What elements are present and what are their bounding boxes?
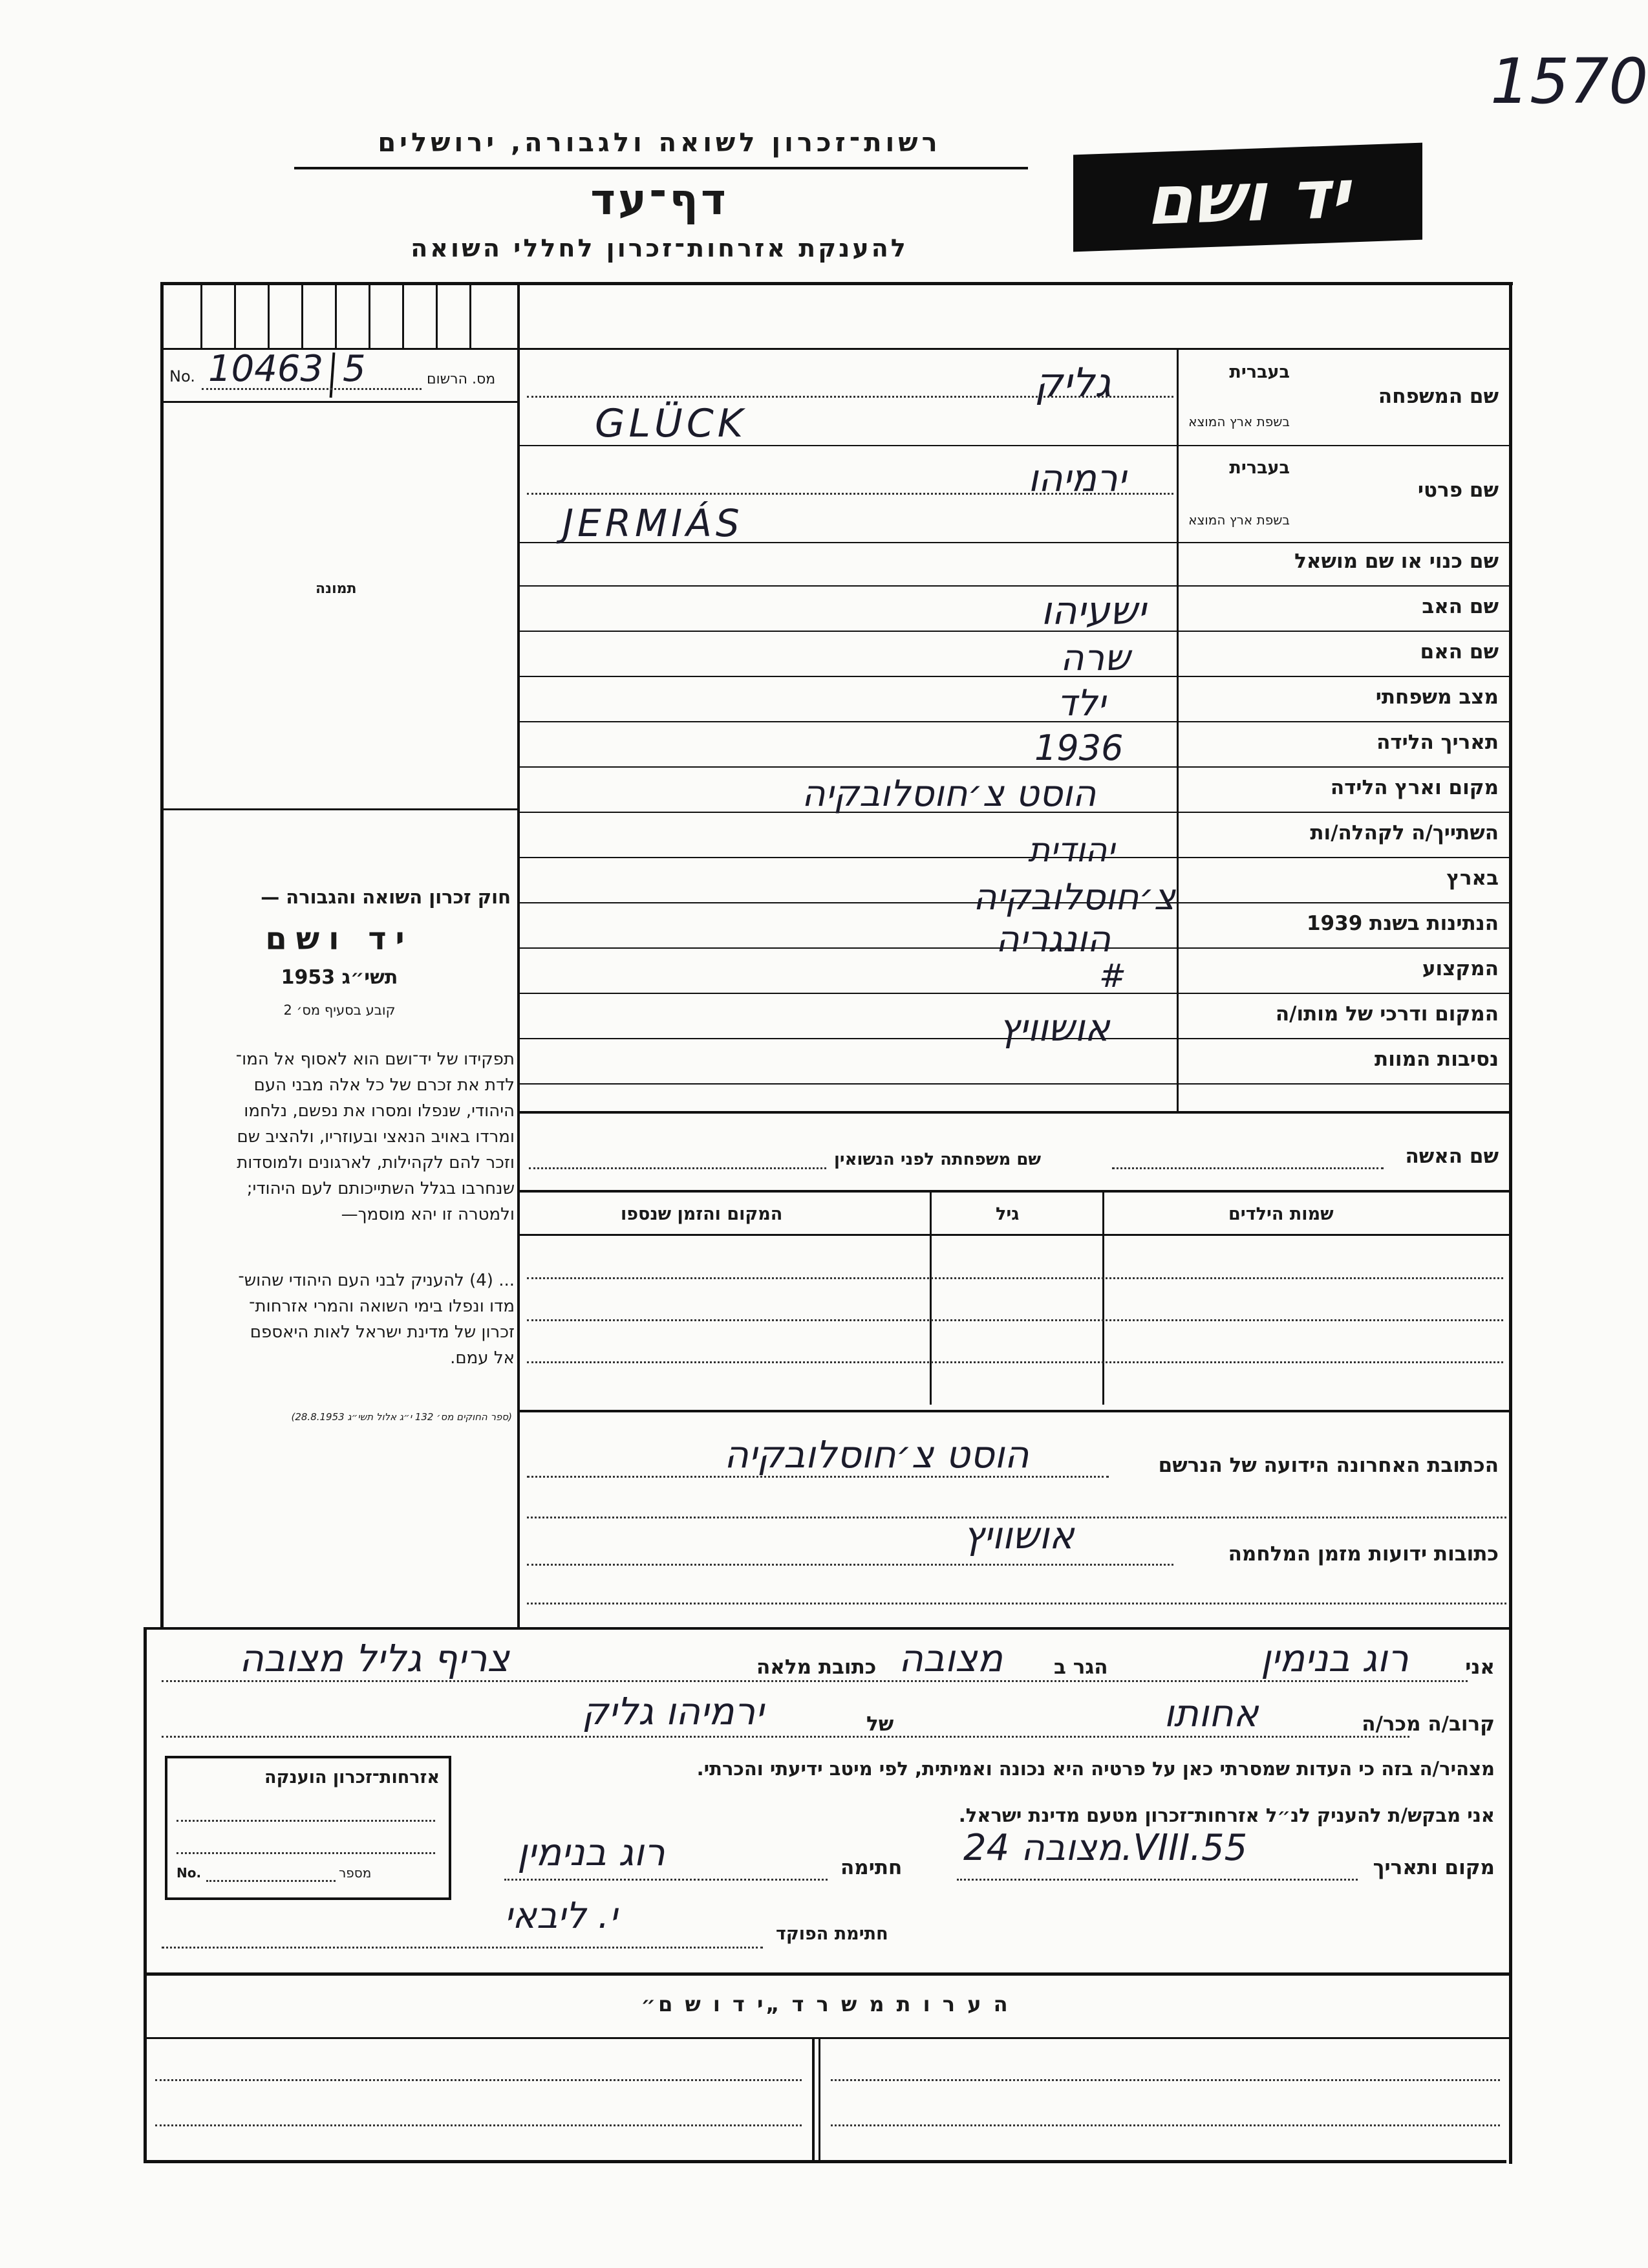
- box-divider: [402, 282, 404, 348]
- citizenship-box-no-label: No.: [177, 1865, 202, 1881]
- law-year: תשי״ג 1953: [281, 966, 398, 989]
- signature-line: [504, 1879, 828, 1881]
- citizenship-box-title: אזרחות־זכרון הוענקה: [264, 1767, 440, 1787]
- place-date-label: מקום ותאריך: [1373, 1856, 1495, 1879]
- request-text: אני מבקש/ת להעניק לנ״ל אזרחות־זכרון מטעם מדינת ישראל.: [958, 1804, 1495, 1826]
- row-line: [519, 721, 1510, 722]
- birth-place-label: מקום וארץ הלידה: [1330, 776, 1499, 799]
- citizenship-box-line: [177, 1852, 435, 1854]
- place-date-line: [957, 1879, 1358, 1881]
- row-line: [519, 766, 1510, 768]
- photo-label: תמונה: [316, 581, 357, 597]
- citizenship-box-no-line: [206, 1880, 336, 1882]
- declarant-resident-label: הגר ב: [1054, 1656, 1108, 1679]
- father-value: ישעיהו: [1041, 589, 1146, 634]
- last-address-value: הוסט צ׳חוסלובקיה: [724, 1432, 1029, 1476]
- addresses-bottom: [144, 1627, 1510, 1630]
- frame-left: [160, 282, 164, 1627]
- family-name-origin-tag: בשפת ארץ המוצא: [1188, 414, 1290, 429]
- family-name-hebrew-tag: בעברית: [1229, 362, 1290, 382]
- wife-maiden-label: שם משפחתה לפני הנשואין: [834, 1150, 1042, 1169]
- declaration-text: מצהיר/ה בזה כי העדות שמסרתי כאן על פרטיה היא נכונה ואמיתית, לפי מיטב ידיעתי והכרתי.: [696, 1758, 1495, 1780]
- declarant-address-value: צריף גליל מצובה: [239, 1636, 509, 1680]
- left-column-divider: [517, 282, 520, 1627]
- registration-label: מס. הרשום: [427, 371, 496, 387]
- law-line: אל עמם.: [450, 1348, 515, 1368]
- law-line: תפקידו של יד־ושם הוא לאסוף אל המו־: [235, 1050, 515, 1069]
- country-value: צ׳חוסלובקיה: [973, 876, 1175, 918]
- mother-label: שם האם: [1420, 640, 1499, 664]
- first-name-hebrew-tag: בעברית: [1229, 458, 1290, 478]
- office-notes-divider-2: [819, 2037, 820, 2161]
- children-row-line: [527, 1319, 1503, 1321]
- registration-suffix: 5: [343, 348, 366, 390]
- law-text-1: [166, 1046, 515, 1227]
- war-address-value: אושוויץ: [963, 1513, 1075, 1557]
- registration-no-label: No.: [169, 367, 195, 385]
- law-line: זכרון של מדינת ישראל לאות היאספם: [250, 1323, 515, 1342]
- children-place-header: המקום והזמן שנספו: [621, 1204, 783, 1224]
- registration-number: 10463: [208, 348, 324, 390]
- photo-box-bottom: [163, 808, 519, 810]
- community-label: השתייך/ה לקהלה/ות: [1310, 821, 1499, 845]
- death-circumstances-label: נסיבות המוות: [1375, 1048, 1499, 1071]
- citizenship-1939-value: הונגריה: [996, 918, 1111, 960]
- registration-sep: [330, 352, 336, 398]
- war-address-label: כתובות ידועות מזמן המלחמה: [1228, 1542, 1499, 1566]
- citizenship-granted-box: [165, 1756, 451, 1900]
- children-col-divider: [930, 1191, 932, 1405]
- children-col-divider: [1102, 1191, 1104, 1405]
- form-title: דף־עד: [590, 175, 729, 224]
- children-row-line: [527, 1277, 1503, 1279]
- office-notes-divider: [812, 2037, 815, 2161]
- frame-top: [160, 282, 1513, 285]
- label-column-divider: [1177, 348, 1179, 1111]
- law-line: לדת את זכרם של כל אלה מבני העם: [253, 1075, 515, 1095]
- office-notes-title: ה ע ר ו ת מ ש ר ד „י ד ו ש ם״: [641, 1992, 1011, 2016]
- row-line: [519, 993, 1510, 994]
- profession-value: #: [1099, 957, 1126, 995]
- box-divider: [436, 282, 438, 348]
- birth-date-value: 1936: [1034, 728, 1124, 768]
- marital-status-label: מצב משפחתי: [1375, 686, 1499, 709]
- children-header-bottom: [519, 1234, 1510, 1236]
- frame-right: [1509, 282, 1512, 2164]
- children-age-header: גיל: [996, 1204, 1020, 1224]
- box-divider: [469, 282, 471, 348]
- declarant-i-label: אני: [1465, 1656, 1495, 1679]
- relation-of-value: ירמיהו גליק: [582, 1689, 764, 1733]
- office-notes-line: [155, 2124, 802, 2126]
- first-name-origin-value: JERMIÁS: [562, 501, 744, 545]
- nickname-label: שם כנוי או שם מושאל: [1294, 550, 1499, 573]
- office-notes-top: [144, 1972, 1510, 1976]
- office-notes-line: [831, 2124, 1500, 2126]
- family-name-hebrew-value: גליק: [1034, 359, 1111, 406]
- declarant-resident-value: מצובה: [899, 1636, 1003, 1680]
- box-divider: [335, 282, 337, 348]
- declarant-line: [162, 1680, 1468, 1682]
- row-line: [519, 676, 1510, 677]
- declarant-address-label: כתובת מלאה: [756, 1656, 877, 1679]
- registration-dots: [202, 388, 422, 390]
- law-line: ... (4) להעניק לבני העם היהודי שהוש־: [238, 1271, 515, 1290]
- signature-label: חתימה: [840, 1856, 903, 1879]
- last-address-label: הכתובת האחרונה הידועה של הנרשם: [1158, 1454, 1499, 1477]
- wife-label: שם האשה: [1405, 1145, 1499, 1168]
- header-rule: [294, 167, 1028, 169]
- box-divider: [369, 282, 370, 348]
- page-number: 1570: [1490, 45, 1648, 118]
- row-line: [519, 631, 1510, 632]
- officer-signature-line: [162, 1947, 763, 1949]
- officer-signature-value: י. ליבאי: [504, 1895, 617, 1937]
- law-line: ומרדו באויב הנאצי ובעוזריו, ולהציב שם: [237, 1127, 515, 1147]
- war-address-dots: [527, 1564, 1173, 1566]
- children-names-header: שמות הילדים: [1228, 1204, 1334, 1224]
- last-address-dots: [527, 1476, 1109, 1478]
- box-divider: [200, 282, 202, 348]
- death-place-label: המקום ודרכי של מותו/ה: [1275, 1002, 1499, 1026]
- frame-bottom: [144, 2160, 1506, 2163]
- law-section-ref: קובע בסעיף מס׳ 2: [283, 1002, 396, 1018]
- office-notes-header-bottom: [144, 2037, 1510, 2039]
- relation-value: אחותו: [1164, 1691, 1259, 1735]
- law-line: שנחרבו בגלל השתייכותם לעם היהודי;: [246, 1179, 515, 1198]
- birth-date-label: תאריך הלידה: [1376, 731, 1499, 754]
- law-line: מדו ונפלו בימי השואה והמרי אזרחות־: [249, 1297, 515, 1316]
- law-text-2: [166, 1268, 515, 1371]
- community-value: יהודית: [1028, 831, 1115, 870]
- law-name: יד ושם: [265, 921, 414, 957]
- office-notes-line: [831, 2079, 1500, 2081]
- place-date-value: מצובה 24.VIII.55: [963, 1827, 1248, 1869]
- form-subtitle: להענקת אזרחות־זכרון לחללי השואה: [411, 234, 908, 263]
- wife-row-bottom: [519, 1190, 1510, 1193]
- children-row-line: [527, 1361, 1503, 1363]
- family-name-label: שם המשפחה: [1378, 385, 1499, 408]
- profession-label: המקצוע: [1422, 957, 1499, 980]
- father-label: שם האב: [1422, 595, 1499, 618]
- citizenship-box-line: [177, 1820, 435, 1822]
- yad-vashem-logo: [1073, 143, 1422, 252]
- war-address-dots-2: [527, 1603, 1506, 1604]
- children-table-bottom: [519, 1410, 1510, 1412]
- first-name-hebrew-value: ירמיהו: [1028, 456, 1126, 500]
- registration-row-bottom: [163, 401, 519, 403]
- relation-line: [162, 1736, 1409, 1738]
- family-name-origin-value: GLÜCK: [595, 401, 747, 446]
- country-label: בארץ: [1446, 867, 1499, 890]
- law-footnote: (ספר החוקים מס׳ 132 י״ג אלול תשי״ג 28.8.1953): [291, 1411, 512, 1423]
- marital-status-value: ילד: [1057, 682, 1106, 724]
- logo-text: יד ושם: [1146, 154, 1349, 241]
- mother-value: שרה: [1060, 637, 1130, 679]
- first-name-origin-tag: בשפת ארץ המוצא: [1188, 512, 1290, 528]
- citizenship-box-no-label-he: מספר: [339, 1865, 372, 1881]
- declarant-name-value: רוג בנימין: [1261, 1636, 1409, 1680]
- citizenship-1939-label: הנתינות בשנת 1939: [1306, 912, 1499, 935]
- frame-left-lower: [144, 1627, 147, 2163]
- relation-of-label: של: [866, 1712, 894, 1736]
- law-title: חוק זכרון השואה והגבורה —: [261, 886, 511, 908]
- box-divider: [301, 282, 303, 348]
- row-line: [519, 585, 1510, 587]
- wife-maiden-dots: [529, 1167, 826, 1169]
- law-line: ולמטרה זו יהא מוסמך—: [341, 1205, 515, 1224]
- first-name-label: שם פרטי: [1417, 479, 1499, 502]
- box-divider: [268, 282, 270, 348]
- law-line: וזכר להם לקהילות, לארגונים ולמוסדות: [237, 1153, 515, 1172]
- row-line: [519, 1083, 1510, 1085]
- birth-place-value: הוסט צ׳חוסלובקיה: [802, 773, 1097, 815]
- row-line: [519, 857, 1510, 858]
- wife-dots: [1112, 1167, 1384, 1169]
- officer-signature-label: חתימת הפוקד: [776, 1924, 888, 1944]
- box-divider: [234, 282, 236, 348]
- signature-value: רוג בנימין: [517, 1830, 665, 1874]
- authority-name: רשות־זכרון לשואה ולגבורה, ירושלים: [378, 128, 941, 158]
- details-bottom: [519, 1111, 1510, 1114]
- relation-label: קרוב/ה מכר/ה: [1362, 1712, 1495, 1736]
- death-place-value: אושוויץ: [999, 1006, 1110, 1050]
- office-notes-line: [155, 2079, 802, 2081]
- law-line: היהודי, שנפלו ומסרו את נפשם, נלחמו: [244, 1101, 515, 1121]
